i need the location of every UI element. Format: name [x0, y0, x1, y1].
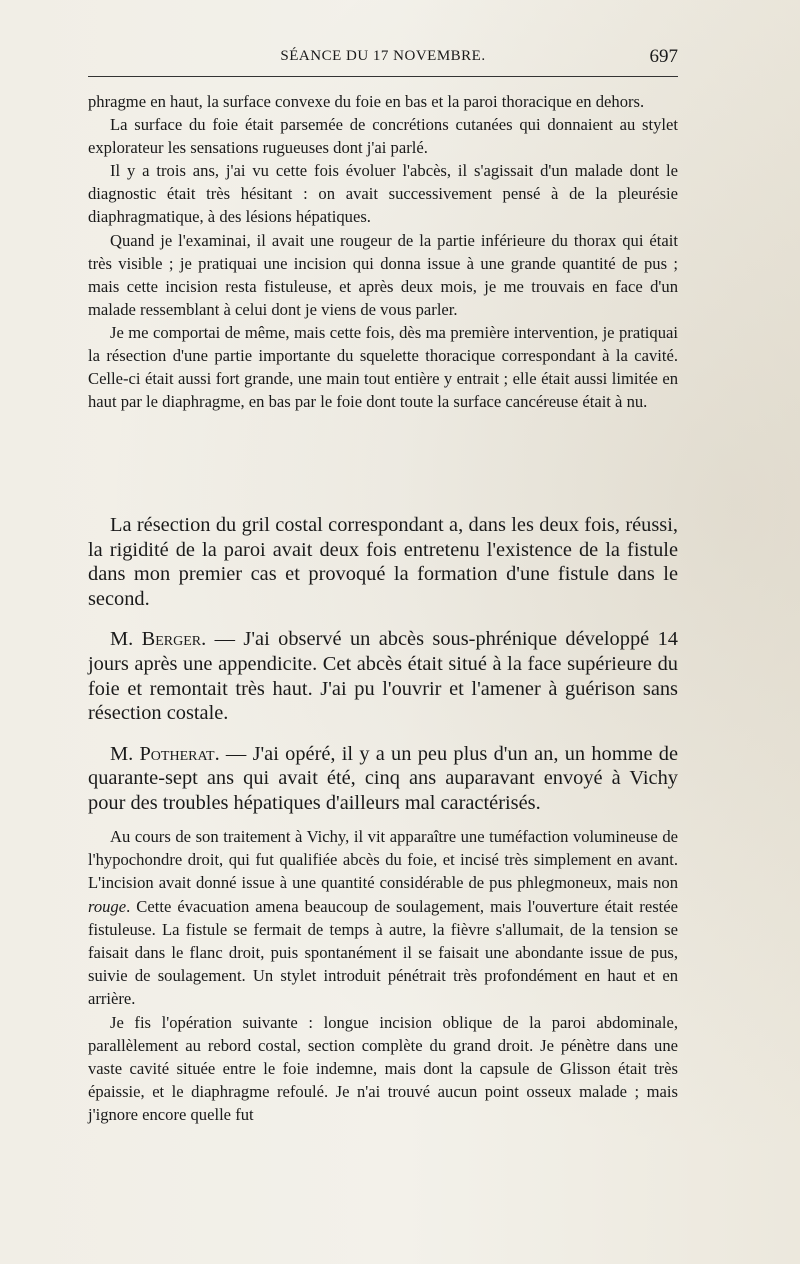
page-number: 697 — [649, 46, 678, 67]
paragraph: La résection du gril costal correspondant a, dans les deux fois, réussi, la rigidité de la paroi avait deux fois entretenu l'existence de la fistule dans mon premier cas et provoqué la formation d'une fistule dans le second. — [88, 514, 678, 610]
speaker-paragraph-berger — [88, 627, 678, 725]
text-run: . Cette évacuation amena beaucoup de soulagement, mais l'ouverture était restée fistuleuse. La fistule se fermait de temps à autre, la fièvre s'allumait, de la tension se faisait dans le flanc droit, puis spontanément il se faisait une abondante issue de pus, suivie de soulagement. Un stylet introduit pénétrait très profondément en haut et en arrière. — [88, 896, 678, 1009]
running-title: SÉANCE DU 17 NOVEMBRE. — [280, 48, 486, 64]
speaker-text: — J'ai opéré, il y a un peu plus d'un an, un homme de quarante-sept ans qui avait été, cinq ans auparavant envoyé à Vichy pour des troubles hépatiques d'ailleurs mal caractérisés. — [88, 742, 678, 814]
large-text-block — [88, 513, 678, 832]
speaker-text: — J'ai observé un abcès sous-phrénique développé 14 jours après une appendicite. Cet abcès était situé à la face supérieure du foie et remontait très haut. J'ai pu l'ouvrir et l'amener à guérison sans résection costale. — [88, 628, 678, 725]
paragraph: Je me comportai de même, mais cette fois, dès ma première intervention, je pratiquai la résection d'une partie importante du squelette thoracique correspondant à la cavité. Celle-ci était aussi fort grande, une main tout entière y entrait ; elle était aussi limitée en haut par le diaphragme, en bas par le foie dont toute la surface cancéreuse était à nu. — [88, 322, 678, 412]
paragraph: phragme en haut, la surface convexe du foie en bas et la paroi thoracique en dehors. — [88, 92, 645, 111]
paragraph — [88, 825, 678, 1011]
speaker-name: M. Berger. — [110, 628, 207, 651]
small-text-block-2 — [88, 825, 678, 1127]
paragraph: Il y a trois ans, j'ai vu cette fois évoluer l'abcès, il s'agissait d'un malade dont le diagnostic était très hésitant : on avait successivement pensé à de la pleurésie diaphragmatique, à des lésions hépatiques. — [88, 161, 678, 227]
paragraph: La surface du foie était parsemée de concrétions cutanées qui donnaient au stylet explorateur les sensations rugueuses dont j'ai parlé. — [88, 115, 678, 158]
italic-text: rouge — [88, 896, 127, 916]
page-header — [88, 46, 678, 77]
speaker-name: M. Potherat. — [110, 742, 220, 765]
paragraph: Quand je l'examinai, il avait une rougeur de la partie inférieure du thorax qui était très visible ; je pratiquai une incision qui donna issue à une grande quantité de pus ; mais cette incision resta fistuleuse, et après deux mois, je me trouvais en face d'un malade ressemblant à celui dont je viens de vous parler. — [88, 230, 678, 319]
speaker-paragraph-potherat — [88, 742, 678, 816]
small-text-block-1 — [88, 90, 678, 413]
text-run: Au cours de son traitement à Vichy, il vit apparaître une tuméfaction volumineuse de l'hypochondre droit, qui fut qualifiée abcès du foie, et incisé très simplement en avant. L'incision avait donné issue à une quantité considérable de pus phlegmoneux, mais non — [88, 827, 678, 893]
paragraph: Je fis l'opération suivante : longue incision oblique de la paroi abdominale, parallèlement au rebord costal, section complète du grand droit. Je pénètre dans une vaste cavité située entre le foie indemne, mais dont la capsule de Glisson était très épaissie, et le diaphragme refoulé. Je n'ai trouvé aucun point osseux malade ; mais j'ignore encore quelle fut — [88, 1012, 678, 1125]
